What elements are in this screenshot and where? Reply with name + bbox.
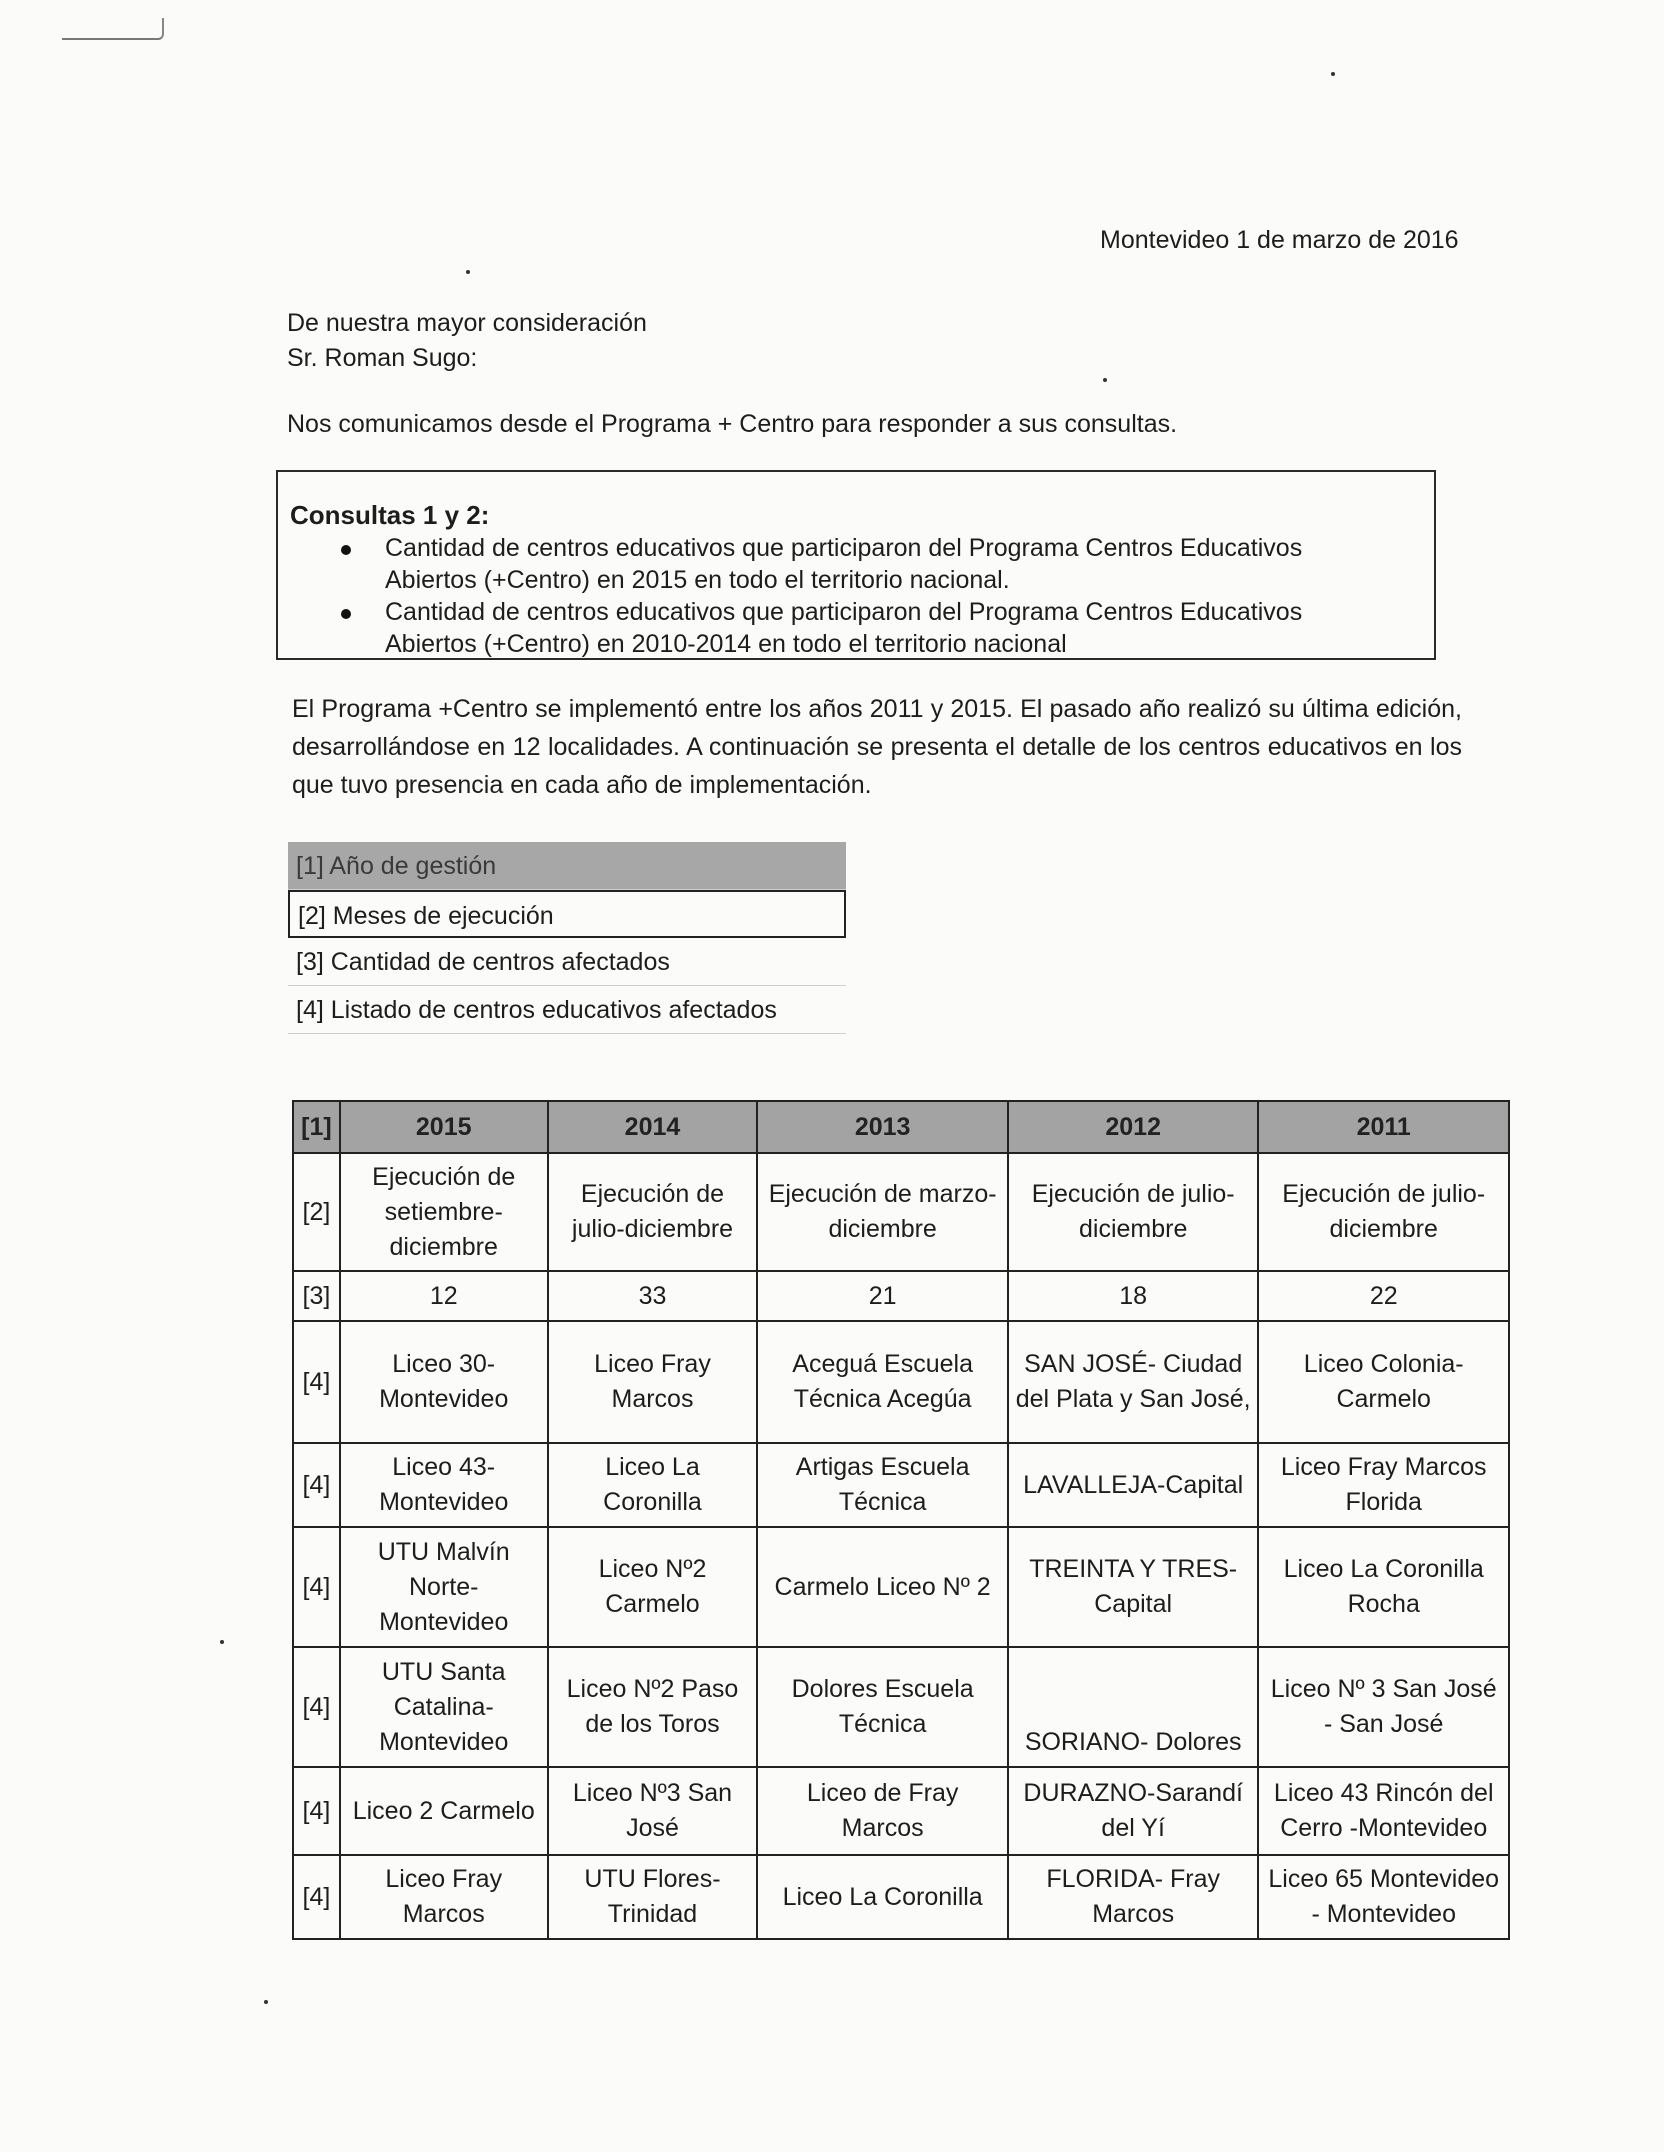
legend-item: [2] Meses de ejecución — [288, 890, 846, 938]
scan-speck — [1331, 72, 1335, 76]
table-header-cell: 2013 — [757, 1101, 1008, 1153]
table-cell: Liceo Nº3 San José — [548, 1767, 758, 1855]
scan-artifact — [62, 18, 164, 40]
table-cell: Liceo de Fray Marcos — [757, 1767, 1008, 1855]
table-cell: Liceo 30-Montevideo — [340, 1321, 548, 1443]
table-header-cell: 2011 — [1258, 1101, 1509, 1153]
centers-table — [292, 1100, 1510, 1940]
table-row-months — [293, 1153, 1509, 1271]
table-cell: Liceo 43 Rincón del Cerro -Montevideo — [1258, 1767, 1509, 1855]
table-cell: Ejecución de julio-diciembre — [548, 1153, 758, 1271]
table-cell: 21 — [757, 1271, 1008, 1321]
table-cell: DURAZNO-Sarandí del Yí — [1008, 1767, 1259, 1855]
table-cell: TREINTA Y TRES-Capital — [1008, 1527, 1259, 1647]
query-item — [385, 532, 1345, 596]
row-label: [4] — [293, 1767, 340, 1855]
intro-text: Nos comunicamos desde el Programa + Centro para responder a sus consultas. — [287, 410, 1178, 438]
scan-speck — [264, 2000, 268, 2004]
greeting-line: De nuestra mayor consideración — [287, 309, 647, 337]
table-header-cell: 2015 — [340, 1101, 548, 1153]
table-cell: Liceo 65 Montevideo - Montevideo — [1258, 1855, 1509, 1939]
table-row — [293, 1647, 1509, 1767]
table-cell: Liceo 2 Carmelo — [340, 1767, 548, 1855]
table-cell: Liceo Fray Marcos — [548, 1321, 758, 1443]
table-cell: Liceo Fray Marcos Florida — [1258, 1443, 1509, 1527]
table-row — [293, 1321, 1509, 1443]
table-cell: FLORIDA- Fray Marcos — [1008, 1855, 1259, 1939]
table-cell: UTU Malvín Norte-Montevideo — [340, 1527, 548, 1647]
table-header-cell: [1] — [293, 1101, 340, 1153]
row-label: [4] — [293, 1855, 340, 1939]
row-label: [3] — [293, 1271, 340, 1321]
body-paragraph: El Programa +Centro se implementó entre los años 2011 y 2015. El pasado año realizó su última edición, desarrollándose en 12 localidades. A continuación se presenta el detalle de los centros educativos en los que tuvo presencia en cada año de implementación. — [292, 695, 1462, 799]
scan-speck — [220, 1640, 224, 1644]
table-cell: 12 — [340, 1271, 548, 1321]
table-cell: Liceo La Coronilla — [548, 1443, 758, 1527]
row-label: [4] — [293, 1647, 340, 1767]
row-label: [4] — [293, 1527, 340, 1647]
bullet-icon — [341, 545, 351, 555]
queries-title: Consultas 1 y 2: — [290, 500, 490, 530]
greeting — [287, 306, 647, 376]
table-cell: Liceo Colonia-Carmelo — [1258, 1321, 1509, 1443]
query-text: Cantidad de centros educativos que participaron del Programa Centros Educativos Abiertos (+Centro) en 2010-2014 en todo el territorio nacional — [385, 598, 1303, 658]
query-text: Cantidad de centros educativos que participaron del Programa Centros Educativos Abiertos (+Centro) en 2015 en todo el territorio nacional. — [385, 534, 1303, 594]
table-cell: Ejecución de julio-diciembre — [1258, 1153, 1509, 1271]
table-cell: Liceo Fray Marcos — [340, 1855, 548, 1939]
table-cell: Liceo Nº2 Paso de los Toros — [548, 1647, 758, 1767]
query-item — [385, 596, 1345, 660]
queries-list — [290, 532, 1434, 660]
table-cell: Ejecución de marzo-diciembre — [757, 1153, 1008, 1271]
table-cell: Ejecución de julio-diciembre — [1008, 1153, 1259, 1271]
table-header-row — [293, 1101, 1509, 1153]
table-cell: Dolores Escuela Técnica — [757, 1647, 1008, 1767]
table-cell: Liceo La Coronilla Rocha — [1258, 1527, 1509, 1647]
table-cell: SORIANO- Dolores — [1008, 1647, 1259, 1767]
table-cell: Liceo Nº2 Carmelo — [548, 1527, 758, 1647]
table-cell: UTU Santa Catalina-Montevideo — [340, 1647, 548, 1767]
bullet-icon — [341, 609, 351, 619]
table-cell: UTU Flores-Trinidad — [548, 1855, 758, 1939]
table-cell: SAN JOSÉ- Ciudad del Plata y San José, — [1008, 1321, 1259, 1443]
table-legend — [288, 842, 846, 1034]
row-label: [2] — [293, 1153, 340, 1271]
table-row — [293, 1443, 1509, 1527]
table-cell: Liceo Nº 3 San José - San José — [1258, 1647, 1509, 1767]
legend-item: [1] Año de gestión — [288, 842, 846, 890]
scan-speck — [1103, 378, 1107, 382]
table-cell: 33 — [548, 1271, 758, 1321]
table-cell: 22 — [1258, 1271, 1509, 1321]
row-label: [4] — [293, 1443, 340, 1527]
table-row — [293, 1855, 1509, 1939]
table-cell: LAVALLEJA-Capital — [1008, 1443, 1259, 1527]
queries-box — [276, 470, 1436, 660]
legend-item: [3] Cantidad de centros afectados — [288, 938, 846, 986]
table-cell: Aceguá Escuela Técnica Acegúa — [757, 1321, 1008, 1443]
scan-speck — [466, 270, 470, 274]
table-cell: Artigas Escuela Técnica — [757, 1443, 1008, 1527]
recipient-line: Sr. Roman Sugo: — [287, 344, 478, 372]
letter-date: Montevideo 1 de marzo de 2016 — [1100, 226, 1459, 254]
table-cell: Ejecución de setiembre-diciembre — [340, 1153, 548, 1271]
table-header-cell: 2012 — [1008, 1101, 1259, 1153]
row-label: [4] — [293, 1321, 340, 1443]
table-row — [293, 1767, 1509, 1855]
table-cell: 18 — [1008, 1271, 1259, 1321]
table-row — [293, 1527, 1509, 1647]
table-cell: Carmelo Liceo Nº 2 — [757, 1527, 1008, 1647]
table-row-count — [293, 1271, 1509, 1321]
table-header-cell: 2014 — [548, 1101, 758, 1153]
legend-item: [4] Listado de centros educativos afectados — [288, 986, 846, 1034]
table-cell: Liceo 43-Montevideo — [340, 1443, 548, 1527]
table-cell: Liceo La Coronilla — [757, 1855, 1008, 1939]
